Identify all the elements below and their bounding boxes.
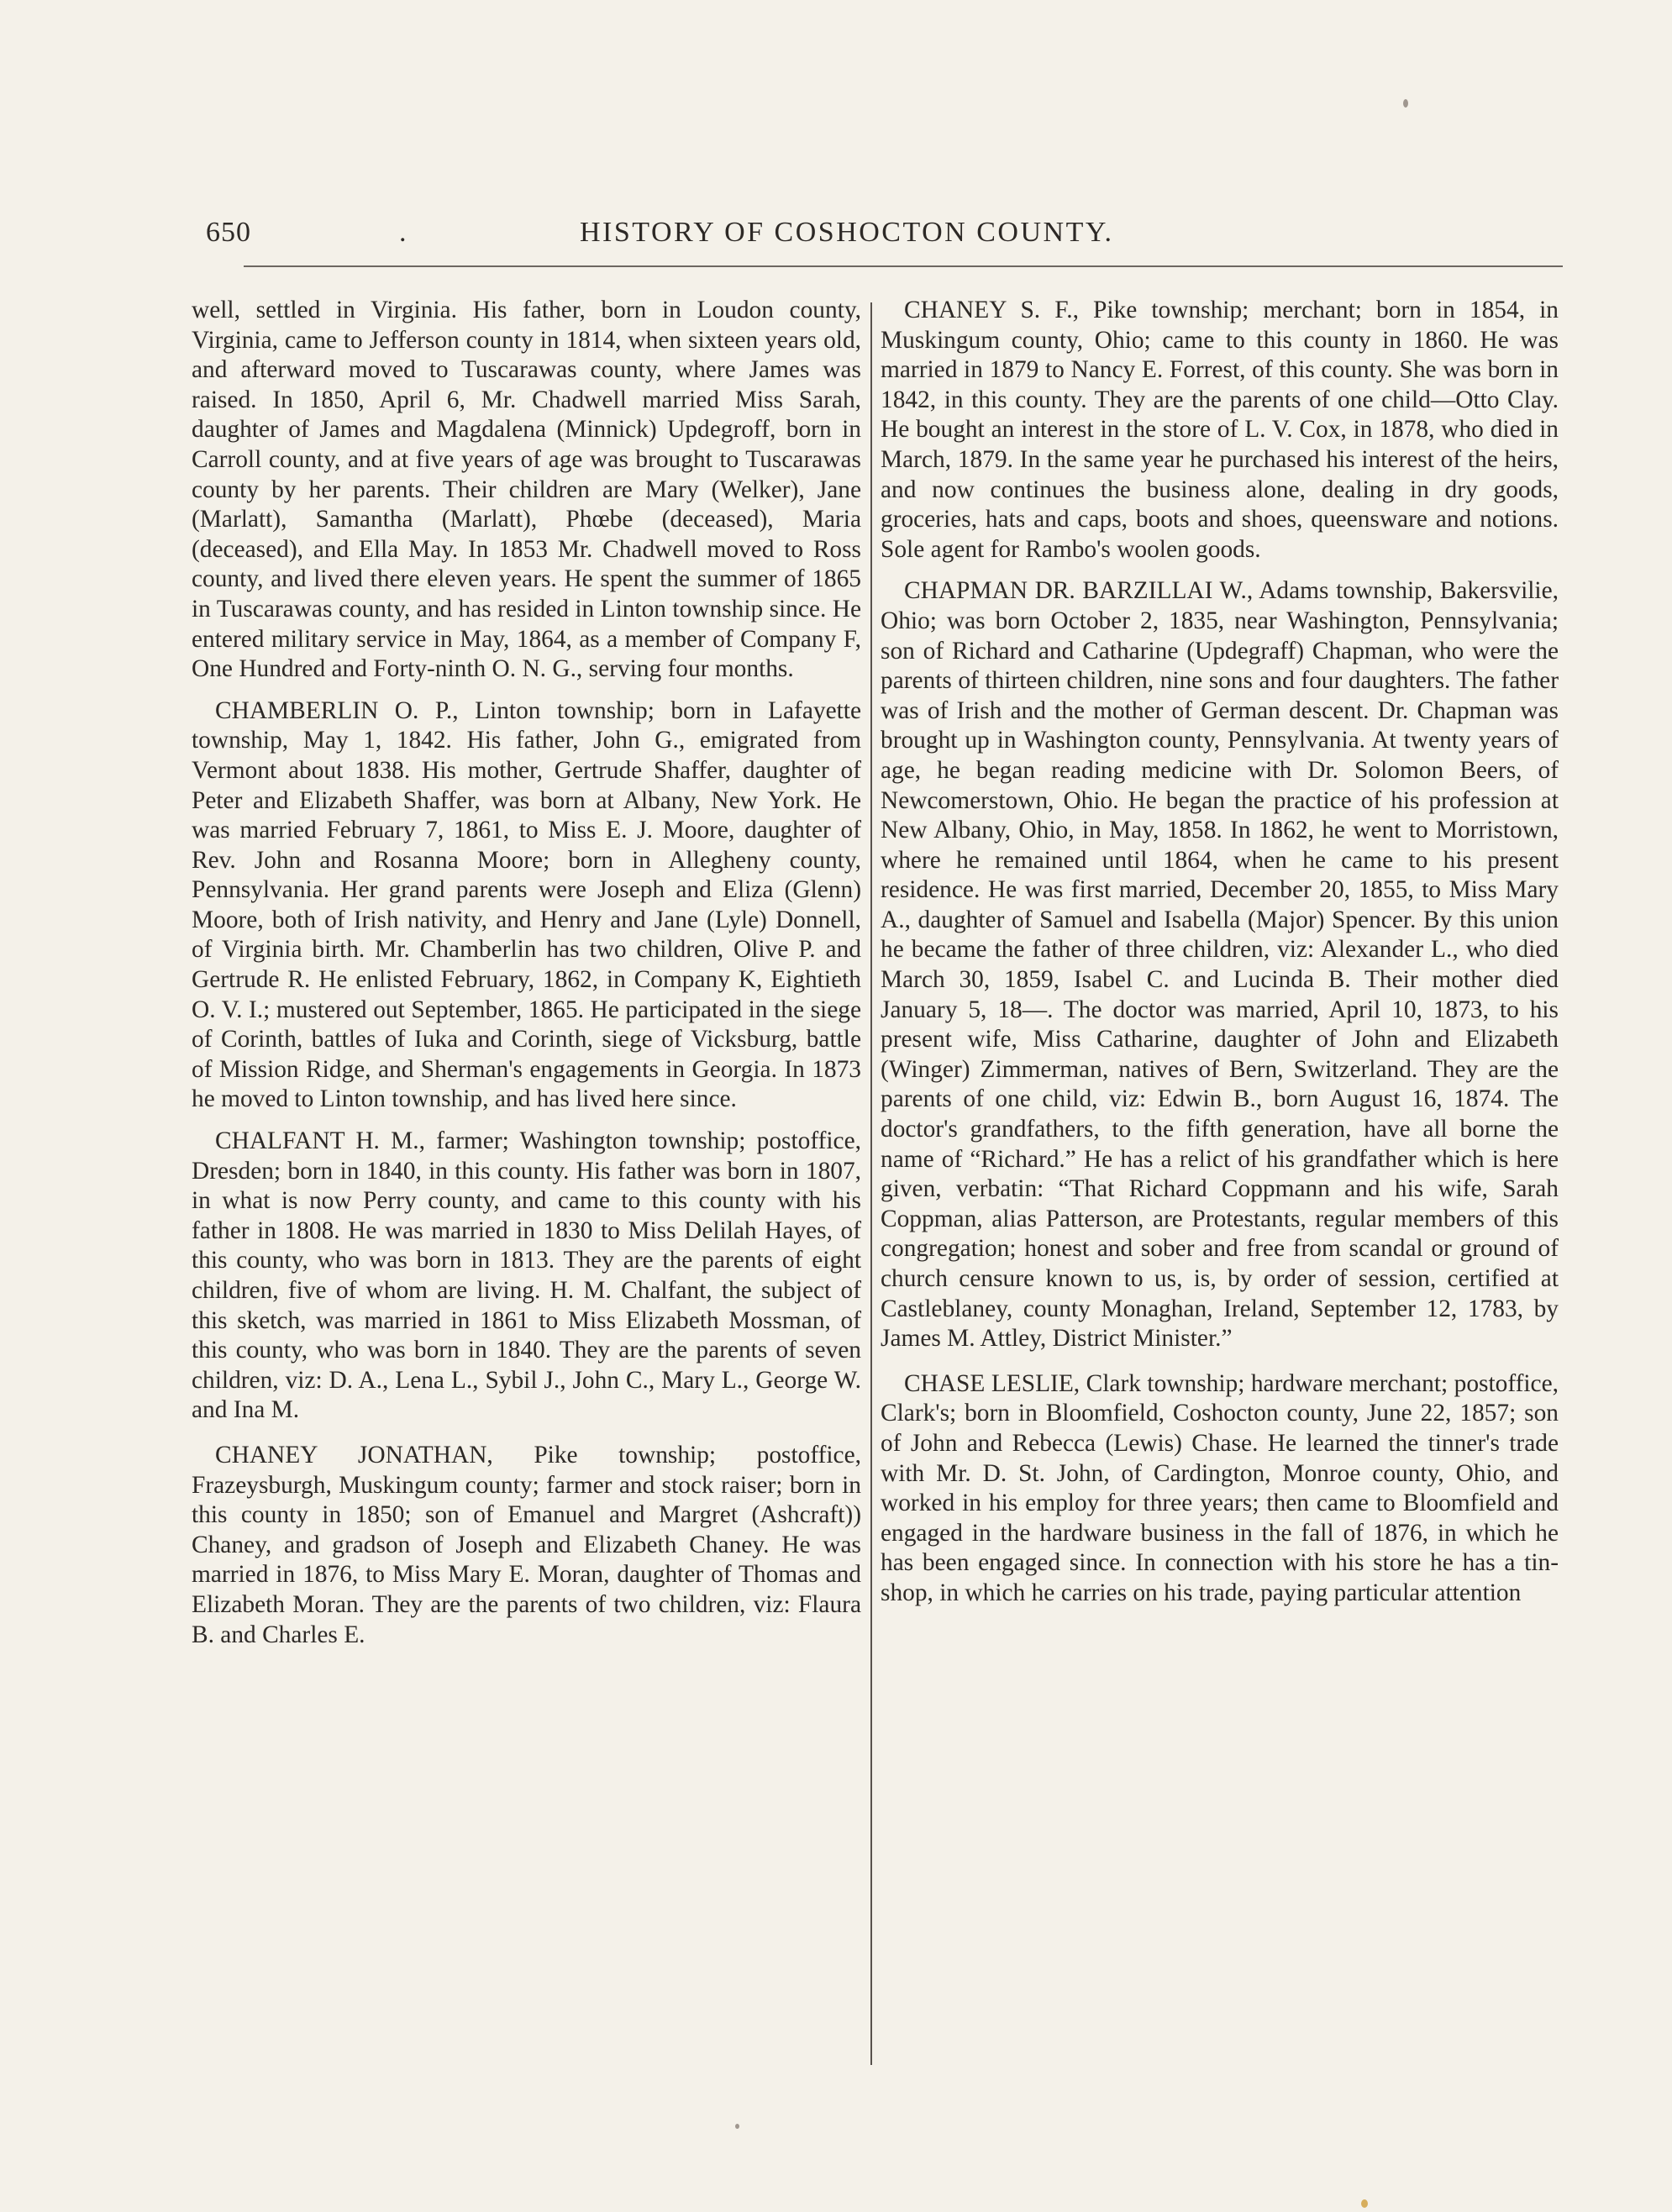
column-divider [870,302,872,2065]
entry-chapman: CHAPMAN DR. BARZILLAI W., Adams township, Bakersvilie, Ohio; was born October 2, 1835, near Washington, Pennsylvania; son of Richard and Catharine (Updegraff) Chapman, who were the parents of thirteen children, nine sons and four daughters. The father was of Irish and the mother of German descent. Dr. Chapman was brought up in Washington county, Pennsylvania. At twenty years of age, he began reading medicine with Dr. Solomon Beers, of Newcomerstown, Ohio. He began the practice of his profession at New Albany, Ohio, in May, 1858. In 1862, he went to Morristown, where he remained until 1864, when he came to his present residence. He was first married, December 20, 1855, to Miss Mary A., daughter of Samuel and Isabella (Major) Spencer. By this union he became the father of three children, viz: Alexander L., who died March 30, 1859, Isabel C. and Lucinda B. Their mother died January 5, 18—. The doctor was married, April 10, 1873, to his present wife, Miss Catharine, daughter of John and Elizabeth (Winger) Zimmerman, natives of Bern, Switzerland. They are the parents of one child, viz: Edwin B., born August 16, 1874. The doctor's grandfathers, to the fifth generation, have all borne the name of “Richard.” He has a relict of his grandfather which is here given, verbatin: “That Richard Coppmann and his wife, Sarah Coppman, alias Patterson, are Protestants, regular members of this congregation; honest and sober and free from scandal or ground of church censure known to us, is, by order of session, certified at Castleblaney, county Monaghan, Ireland, September 12, 1783, by James M. Attley, District Minister.” [881,577,1559,1353]
entry-chalfant: CHALFANT H. M., farmer; Washington township; postoffice, Dresden; born in 1840, in this county. His father was born in 1807, in what is now Perry county, and came to this county with his father in 1808. He was married in 1830 to Miss Delilah Hayes, of this county, who was born in 1813. They are the parents of eight children, five of whom are living. H. M. Chalfant, the subject of this sketch, was married in 1861 to Miss Elizabeth Mossman, of this county, who was born in 1840. They are the parents of seven children, viz: D. A., Lena L., Sybil J., John C., Mary L., George W. and Ina M. [192,1127,861,1424]
ink-speck [1361,2199,1368,2208]
entry-chase-leslie: CHASE LESLIE, Clark township; hardware merchant; postoffice, Clark's; born in Bloomfield, Coshocton county, June 22, 1857; son of John and Rebecca (Lewis) Chase. He learned the tinner's trade with Mr. D. St. John, of Cardington, Monroe county, Ohio, and worked in his employ for three years; then came to Bloomfield and engaged in the hardware business in the fall of 1876, in which he has been engaged since. In connection with his store he has a tin-shop, in which he carries on his trade, paying particular attention [881,1369,1559,1606]
ink-speck [1403,99,1408,108]
right-column [881,296,1559,1621]
ink-speck [735,2124,739,2129]
page-number: 650 [206,217,251,248]
entry-chaney-jonathan: CHANEY JONATHAN, Pike township; postoffice, Frazeysburgh, Muskingum county; farmer and stock raiser; born in this county in 1850; son of Emanuel and Margret (Ashcraft)) Chaney, and gradson of Joseph and Elizabeth Chaney. He was married in 1876, to Miss Mary E. Moran, daughter of Thomas and Elizabeth Moran. They are the parents of two children, viz: Flaura B. and Charles E. [192,1441,861,1648]
header-rule [244,265,1563,267]
entry-chamberlin: CHAMBERLIN O. P., Linton township; born in Lafayette township, May 1, 1842. His father, John G., emigrated from Vermont about 1838. His mother, Gertrude Shaffer, daughter of Peter and Elizabeth Shaffer, was born at Albany, New York. He was married February 7, 1861, to Miss E. J. Moore, daughter of Rev. John and Rosanna Moore; born in Allegheny county, Pennsylvania. Her grand parents were Joseph and Eliza (Glenn) Moore, both of Irish nativity, and Henry and Jane (Lyle) Donnell, of Virginia birth. Mr. Chamberlin has two children, Olive P. and Gertrude R. He enlisted February, 1862, in Company K, Eightieth O. V. I.; mustered out September, 1865. He participated in the siege of Corinth, battles of Iuka and Corinth, siege of Vicksburg, battle of Mission Ridge, and Sherman's engagements in Georgia. In 1873 he moved to Linton township, and has lived here since. [192,696,861,1113]
header-separator: . [399,217,407,248]
continued-entry: well, settled in Virginia. His father, born in Loudon county, Virginia, came to Jefferson county in 1814, when sixteen years old, and afterward moved to Tuscarawas county, where James was raised. In 1850, April 6, Mr. Chadwell married Miss Sarah, daughter of James and Magdalena (Minnick) Updegroff, born in Carroll county, and at five years of age was brought to Tuscarawas county by her parents. Their children are Mary (Welker), Jane (Marlatt), Samantha (Marlatt), Phœbe (deceased), Maria (deceased), and Ella May. In 1853 Mr. Chadwell moved to Ross county, and lived there eleven years. He spent the summer of 1865 in Tuscarawas county, and has resided in Linton township since. He entered military service in May, 1864, as a member of Company F, One Hundred and Forty-ninth O. N. G., serving four months. [192,297,861,683]
page-header [206,210,1559,260]
left-column [192,296,861,1662]
entry-chaney-sf: CHANEY S. F., Pike township; merchant; born in 1854, in Muskingum county, Ohio; came to this county in 1860. He was married in 1879 to Nancy E. Forrest, of this county. She was born in 1842, in this county. They are the parents of one child—Otto Clay. He bought an interest in the store of L. V. Cox, in 1878, who died in March, 1879. In the same year he purchased his interest of the heirs, and now continues the business alone, dealing in dry goods, groceries, hats and caps, boots and shoes, queensware and notions. Sole agent for Rambo's woolen goods. [881,297,1559,563]
running-title: HISTORY OF COSHOCTON COUNTY. [580,217,1114,248]
